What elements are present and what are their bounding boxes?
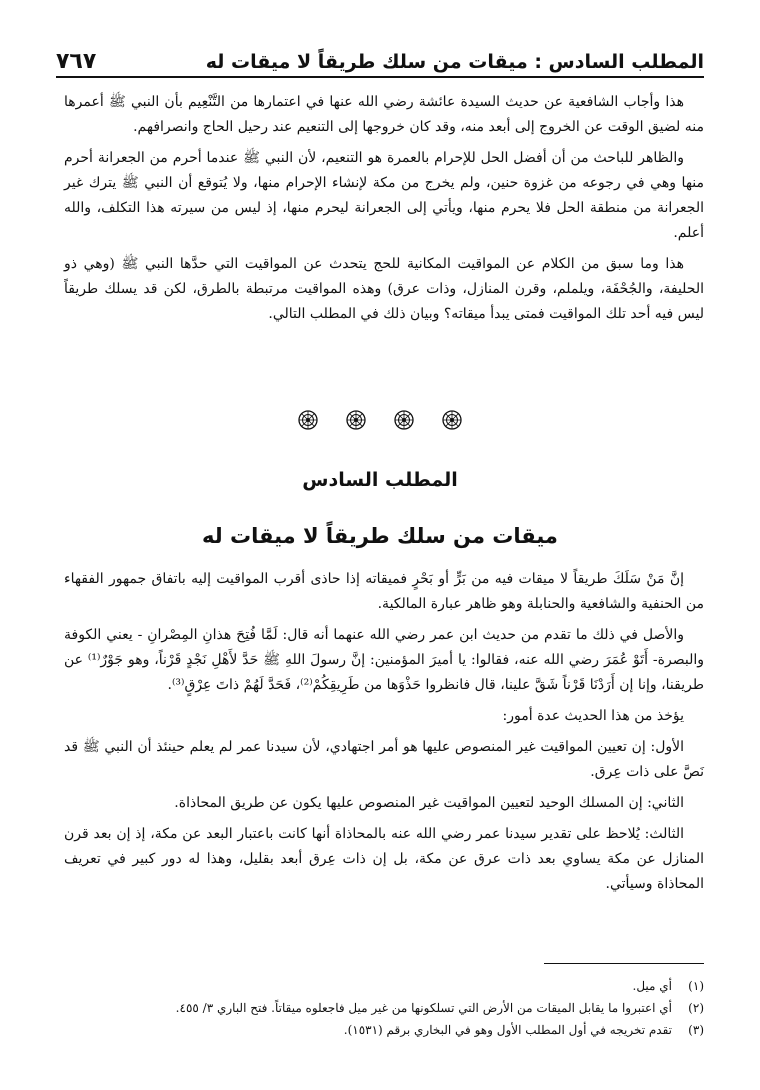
section-2-text [64, 567, 704, 897]
paragraph: الثاني: إن المسلك الوحيد لتعيين المواقيت غير المنصوص عليها يكون عن طريق المحاذاة. [174, 795, 684, 811]
footnote-number: (٢) [688, 1001, 704, 1015]
paragraph: والأصل في ذلك ما تقدم من حديث ابن عمر رضي الله عنهما أنه قال: لَمَّا فُتِحَ هذانِ المِصْرانِ - يعني الكوفة والبصرة- أَتَوْ عُمَرَ رضي الله عنه، فقالوا: يا أميرَ المؤمنين: إنَّ رسولَ اللهِ ﷺ حَدَّ لأَهْلِ نَجْدٍ قَرْناً، وهو جَوْرٌ⁽¹⁾ عن طريقنا، وإنا إن أَرَدْنَا قَرْناً شَقَّ علينا، قال فانظروا حَذْوَها من طَرِيقِكُمْ⁽²⁾، فَحَدَّ لَهُمْ ذاتَ عِرْقٍ⁽³⁾. [64, 627, 704, 693]
flower-ornament-icon [393, 409, 415, 431]
paragraph: هذا وما سبق من الكلام عن المواقيت المكانية للحج يتحدث عن المواقيت التي حدَّها النبي ﷺ (وهي ذو الحليفة، والجُحْفَة، ويلملم، وقرن المنازل، وذات عرق) وهذه المواقيت مرتبطة بالطرق، لكن قد يسلك طريقاً ليس فيه أحد تلك المواقيت فمتى يبدأ ميقاته؟ وبيان ذلك في المطلب التالي. [64, 256, 704, 322]
paragraph: الأول: إن تعيين المواقيت غير المنصوص عليها هو أمر اجتهادي، لأن سيدنا عمر لم يعلم حينئذ أن النبي ﷺ قد نَصَّ على ذات عِرق. [64, 739, 704, 780]
footnote-item [64, 1019, 704, 1041]
paragraph: والظاهر للباحث من أن أفضل الحل للإحرام بالعمرة هو التنعيم، لأن النبي ﷺ عندما أحرم من الجعرانة أحرم منها وهي في رجوعه من غزوة حنين، ولم يخرج من مكة لإنشاء الإحرام منها، ولا يُتوقع أن النبي ﷺ يترك غير الجعرانة من منطقة الحل فلا يحرم منها، ويأتي إلى الجعرانة ليحرم منها، إذ ليس من سيرته هذا التكلف، والله أعلم. [64, 150, 704, 241]
flower-ornament-icon [441, 409, 463, 431]
paragraph: الثالث: يُلاحظ على تقدير سيدنا عمر رضي الله عنه بالمحاذاة أنها كانت باعتبار البعد عن مكة، إذ إن بعد قرن المنازل عن مكة يساوي بعد ذات عرق عن مكة، بل إن ذات عِرق أبعد بقليل، وهذا له دور كبير في تعريف المحاذاة وسيأتي. [64, 826, 704, 892]
page-header [56, 42, 704, 78]
footnote-item [64, 975, 704, 997]
footnote-text: أي اعتبروا ما يقابل الميقات من الأرض التي تسلكونها من غير ميل فاجعلوه ميقاتاً. فتح الباري ٣/ ٤٥٥. [175, 1001, 672, 1015]
flower-ornament-icon [345, 409, 367, 431]
section-divider-ornaments [0, 409, 760, 431]
footnote-item [64, 997, 704, 1019]
footnotes [64, 975, 704, 1041]
paragraph: هذا وأجاب الشافعية عن حديث السيدة عائشة رضي الله عنها في اعتمارها من التَّنْعِيم بأن النبي ﷺ أعمرها منه لضيق الوقت عن الخروج إلى أبعد منه، وقد كان خروجها إلى التنعيم عند رحيل الحاج وانصرافهم. [64, 94, 704, 135]
footnote-number: (٣) [688, 1023, 704, 1037]
flower-ornament-icon [297, 409, 319, 431]
section-heading: المطلب السادس [302, 469, 458, 491]
paragraph: إنَّ مَنْ سَلَكَ طريقاً لا ميقات فيه من بَرٍّ أو بَحْرٍ فميقاته إذا حاذى أقرب المواقيت إليه باتفاق جمهور الفقهاء من الحنفية والشافعية والحنابلة وهو ظاهر عبارة المالكية. [64, 571, 704, 612]
footnote-text: تقدم تخريجه في أول المطلب الأول وهو في البخاري برقم (١٥٣١). [343, 1023, 672, 1037]
running-title: المطلب السادس : ميقات من سلك طريقاً لا ميقات له [205, 51, 704, 73]
footnote-number: (١) [688, 979, 704, 993]
footnote-text: أي ميل. [632, 979, 672, 993]
section-subheading: ميقات من سلك طريقاً لا ميقات له [202, 524, 558, 548]
section-1-text [64, 90, 704, 327]
footnote-separator [544, 963, 704, 964]
paragraph: يؤخذ من هذا الحديث عدة أمور: [502, 708, 684, 724]
page-number: ٧٦٧ [56, 49, 97, 74]
